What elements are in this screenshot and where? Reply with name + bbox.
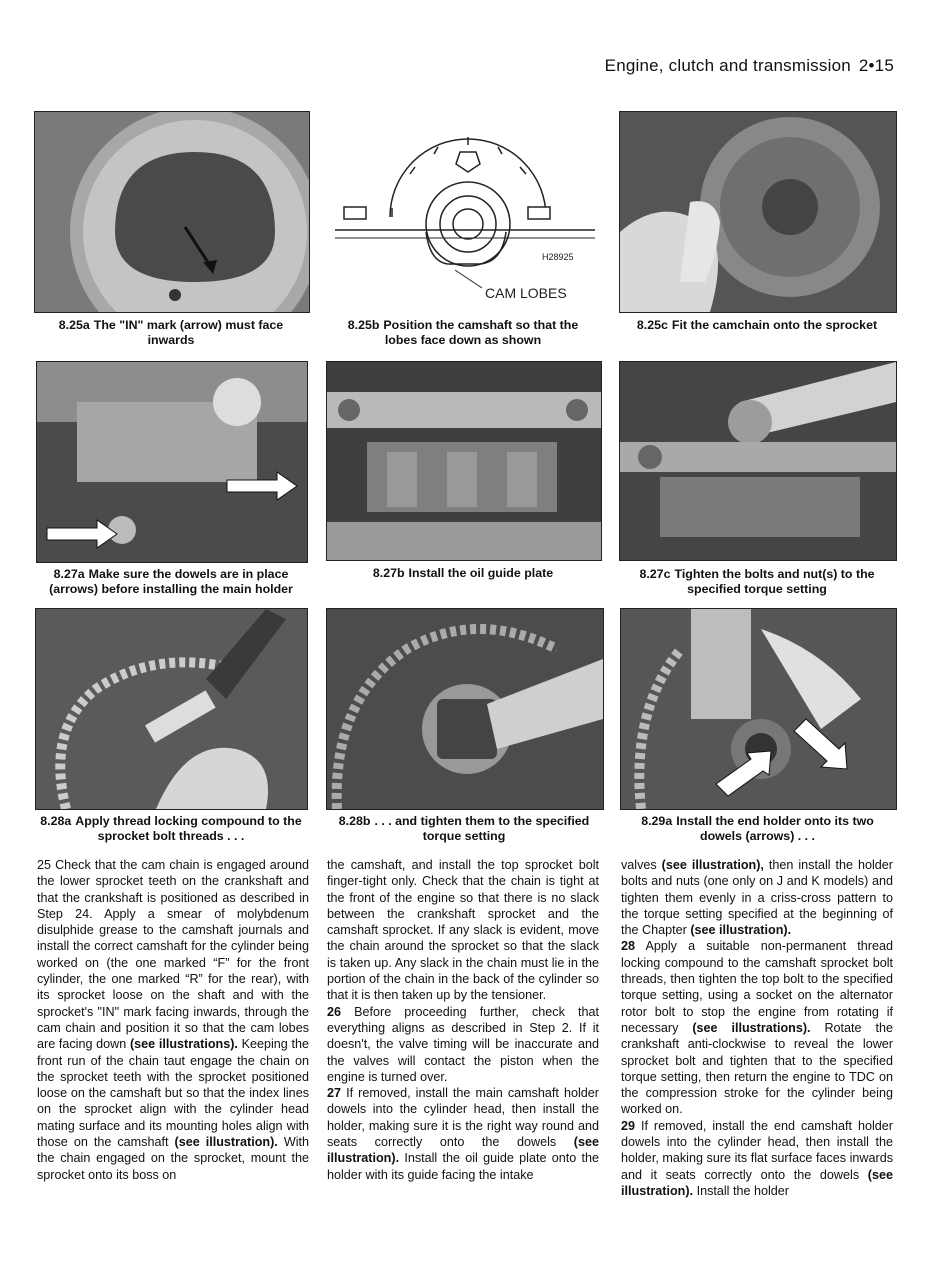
text-run: Rotate the crankshaft anti-clockwise to reveal the lower sprocket bolt and tighten that to the specified torque setting, then return the engine to TDC on the compression stroke for the cylinder being worked on. xyxy=(621,1020,893,1117)
body-column-3 xyxy=(621,857,893,1199)
drawing-code: H28925 xyxy=(542,252,574,262)
hand-sprocket-photo-graphic xyxy=(620,112,896,312)
caption-8-27c: 8.27c Tighten the bolts and nut(s) to the specified torque setting xyxy=(639,567,875,596)
text-run: With the chain engaged on the sprocket, mount the sprocket onto its boss on xyxy=(37,1135,310,1182)
caption-8-27b: 8.27b Install the oil guide plate xyxy=(372,566,554,580)
text-run: 27 xyxy=(327,1086,342,1101)
drawing-label: CAM LOBES xyxy=(485,285,567,301)
caption-8-25c: 8.25c Fit the camchain onto the sprocket xyxy=(636,318,878,332)
photo-8-29a xyxy=(620,608,897,810)
photo-8-25c xyxy=(619,111,897,313)
text-run: the camshaft, and install the top sprocket bolt finger-tight only. Check that the chain is tight at the front of the engine so that there is no slack between the crankshaft sprocket and the camshaft sprocket. If any slack is evident, move the chain around the sprocket so that the slack is taken up. Any slack in the chain must lie in the portion of the chain in the back of the cylinder so that it is then taken up by the tensioner. xyxy=(327,858,599,1003)
photo-8-27c xyxy=(619,361,897,561)
end-holder-photo-graphic xyxy=(621,609,896,809)
body-paragraph xyxy=(327,857,599,1183)
text-run: (see illustration). xyxy=(327,1135,599,1166)
text-run: 29 xyxy=(621,1118,636,1133)
header-title: Engine, clutch and transmission xyxy=(604,56,851,75)
sprocket-photo-graphic xyxy=(35,112,309,312)
text-run: 25 Check that the cam chain is engaged around the lower sprocket teeth on the crankshaft and that the crankshaft is positioned as described in Step 24. Apply a smear of molybdenum disulphide grease to the camshaft journals and install the correct camshaft for the cylinder being worked on (the one marked “F” for the front cylinder, the one marked “R” for the rear), with its sprocket loose on the shaft and with the sprocket's "IN" mark facing inwards, through the cam chain and position it so that the cam lobes are facing down xyxy=(37,858,309,1052)
text-run: (see illustration). xyxy=(690,923,792,938)
photo-8-27b xyxy=(326,361,602,561)
caption-8-25a: 8.25a The "IN" mark (arrow) must face inwards xyxy=(58,318,284,347)
text-run: Install the holder xyxy=(693,1183,789,1198)
caption-8-28a: 8.28a Apply thread locking compound to the sprocket bolt threads . . . xyxy=(40,814,302,843)
caption-8-29a: 8.29a Install the end holder onto its two dowels (arrows) . . . xyxy=(641,814,874,843)
caption-8-28b: 8.28b . . . and tighten them to the specified torque setting xyxy=(338,814,590,843)
text-run: (see illustration). xyxy=(621,1167,893,1198)
text-run: 26 xyxy=(327,1004,342,1019)
text-run: 28 xyxy=(621,939,636,954)
text-run: (see illustrations). xyxy=(692,1020,811,1035)
text-run: then install the holder bolts and nuts (one only on J and K models) and tighten them evenly in a criss-cross pattern to the torque setting specified at the beginning of the Chapter xyxy=(621,858,893,938)
caption-8-27a: 8.27a Make sure the dowels are in place (arrows) before installing the main holder xyxy=(49,567,293,596)
text-run: (see illustration). xyxy=(174,1135,278,1150)
cam-lobes-diagram xyxy=(330,112,600,312)
body-paragraph xyxy=(621,857,893,1199)
text-run: (see illustration), xyxy=(661,858,764,872)
page-header xyxy=(605,56,894,76)
dowels-photo-graphic xyxy=(37,362,307,562)
torque-wrench-photo-graphic xyxy=(620,362,896,560)
thread-lock-photo-graphic xyxy=(36,609,307,809)
text-run: Before proceeding further, check that everything aligns as described in Step 2. If it doesn't, the valve timing will be inaccurate and the valves will contact the piston when the engine is turned over. xyxy=(327,1004,599,1084)
photo-8-27a xyxy=(36,361,308,563)
text-run: If removed, install the main camshaft holder dowels into the cylinder head, then install the holder, making sure it is the right way round and seats correctly onto the dowels xyxy=(327,1086,599,1150)
text-run: Install the oil guide plate onto the holder with its guide facing the intake xyxy=(327,1151,599,1182)
photo-8-28b xyxy=(326,608,604,810)
text-run: Apply a suitable non-permanent thread locking compound to the camshaft sprocket bolt threads, then tighten the top bolt to the specified torque setting, using a socket on the alternator rotor bolt to stop the engine from rotating if necessary xyxy=(621,939,893,1035)
photo-8-28a xyxy=(35,608,308,810)
body-column-1 xyxy=(37,857,309,1183)
drawing-8-25b xyxy=(330,112,600,312)
body-paragraph xyxy=(37,857,309,1183)
page-number: 2•15 xyxy=(858,56,894,75)
photo-8-25a xyxy=(34,111,310,313)
body-column-2 xyxy=(327,857,599,1183)
text-run: (see illustrations). xyxy=(129,1037,238,1052)
text-run: valves xyxy=(621,858,662,872)
caption-8-25b: 8.25b Position the camshaft so that the lobes face down as shown xyxy=(347,318,579,347)
sprocket-bolt-torque-photo-graphic xyxy=(327,609,603,809)
oil-guide-plate-photo-graphic xyxy=(327,362,601,560)
text-run: Keeping the front run of the chain taut engage the chain on the sprocket teeth with the sprocket positioned loose on the camshaft but so that the index lines on the sprocket align with the cylinder head mating surface and its mounting holes align with those on the camshaft xyxy=(37,1037,309,1150)
text-run: If removed, install the end camshaft holder dowels into the cylinder head, then install the holder, making sure its flat surface faces inwards and it seats correctly onto the dowels xyxy=(621,1118,893,1182)
